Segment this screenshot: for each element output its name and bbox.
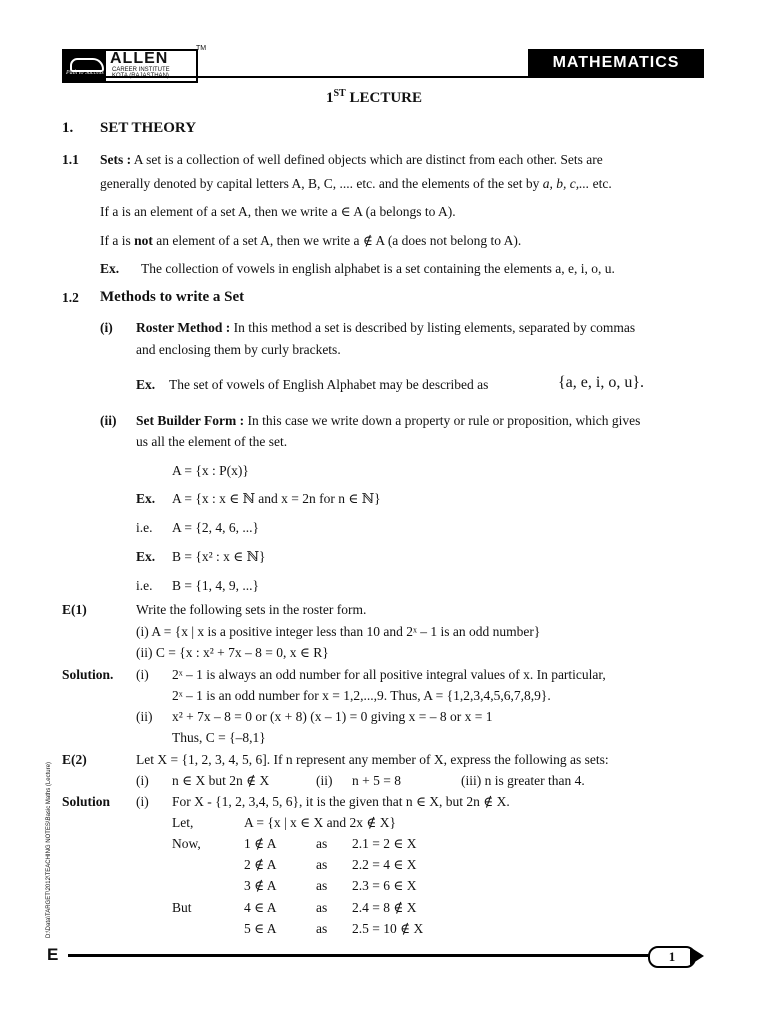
footer-rule: [68, 954, 656, 957]
formula: A = {x : P(x)}: [172, 463, 249, 478]
section-title: SET THEORY: [100, 120, 197, 136]
row-as: as: [316, 878, 328, 893]
solution-line: Thus, C = {–8,1}: [172, 730, 266, 745]
exercise-part: n ∈ X but 2n ∉ X: [172, 773, 270, 788]
row-membership: 5 ∈ A: [244, 921, 277, 936]
item-number: (i): [100, 320, 113, 335]
subject-banner: MATHEMATICS: [528, 49, 704, 77]
row-reason: 2.5 = 10 ∉ X: [352, 921, 424, 936]
exercise-part: (iii) n is greater than 4.: [461, 773, 585, 788]
row-membership: 4 ∈ A: [244, 900, 277, 915]
paragraph-line: and enclosing them by curly brackets.: [136, 342, 341, 357]
solution-line: x² + 7x – 8 = 0 or (x + 8) (x – 1) = 0 giving x = – 8 or x = 1: [172, 709, 493, 724]
chevron-right-icon: [690, 947, 704, 965]
section-number: 1.: [62, 120, 74, 136]
example-text: The set of vowels of English Alphabet may be described as: [169, 377, 489, 392]
exercise-label: E(2): [62, 752, 87, 767]
row-membership: 3 ∉ A: [244, 878, 277, 893]
formula: B = {x² : x ∈ ℕ}: [172, 549, 266, 564]
paragraph-line: If a is an element of a set A, then we write a ∈ A (a belongs to A).: [100, 204, 456, 219]
solution-line: A = {x | x ∈ X and 2x ∉ X}: [244, 815, 397, 830]
page-number: 1: [648, 946, 696, 968]
subsection-number: 1.2: [62, 290, 79, 305]
vowel-set: {a, e, i, o, u}.: [558, 374, 645, 391]
solution-label: Solution: [62, 794, 111, 809]
solution-label: Solution.: [62, 667, 114, 682]
let-label: Let,: [172, 815, 194, 830]
formula: A = {x : x ∈ ℕ and x = 2n for n ∈ ℕ}: [172, 491, 381, 506]
row-reason: 2.4 = 8 ∉ X: [352, 900, 417, 915]
paragraph-line: Sets : A set is a collection of well defined objects which are distinct from each other. Sets are: [100, 152, 603, 167]
ie-label: i.e.: [136, 520, 153, 535]
trademark-mark: TM: [196, 45, 207, 52]
ie-label: i.e.: [136, 578, 153, 593]
item-number: (i): [136, 794, 149, 809]
formula: B = {1, 4, 9, ...}: [172, 578, 259, 593]
row-reason: 2.1 = 2 ∈ X: [352, 836, 417, 851]
logo-name: ALLEN: [110, 50, 169, 67]
subsection-number: 1.1: [62, 152, 79, 167]
subsection-title: Methods to write a Set: [100, 289, 245, 305]
exercise-label: E(1): [62, 602, 87, 617]
example-label: Ex.: [136, 491, 156, 506]
footer-letter: E: [47, 945, 59, 964]
logo-subtitle: CAREER INSTITUTE: [112, 67, 170, 73]
formula: A = {2, 4, 6, ...}: [172, 520, 259, 535]
row-lead: But: [172, 900, 192, 915]
row-membership: 2 ∉ A: [244, 857, 277, 872]
exercise-line: Let X = {1, 2, 3, 4, 5, 6]. If n represent any member of X, express the following as sets:: [136, 752, 609, 767]
row-as: as: [316, 857, 328, 872]
row-reason: 2.3 = 6 ∈ X: [352, 878, 417, 893]
example-label: Ex.: [100, 261, 120, 276]
exercise-line: (i) A = {x | x is a positive integer less than 10 and 2ˣ – 1 is an odd number}: [136, 624, 541, 639]
item-number: (i): [136, 667, 149, 682]
item-number: (ii): [100, 413, 117, 428]
item-number: (ii): [136, 709, 153, 724]
exercise-line: Write the following sets in the roster form.: [136, 602, 367, 617]
lecture-title: 1ST LECTURE: [326, 88, 423, 106]
solution-line: 2ˣ – 1 is always an odd number for all positive integral values of x. In particular,: [172, 667, 606, 682]
example-text: The collection of vowels in english alphabet is a set containing the elements a, e, i, o, u.: [141, 261, 615, 276]
paragraph-line: generally denoted by capital letters A, B, C, .... etc. and the elements of the set by a, b, c,... etc.: [100, 176, 612, 191]
exercise-part: n + 5 = 8: [352, 773, 401, 788]
solution-line: For X - {1, 2, 3,4, 5, 6}, it is the given that n ∈ X, but 2n ∉ X.: [172, 794, 510, 809]
row-lead: Now,: [172, 836, 201, 851]
row-as: as: [316, 921, 328, 936]
paragraph-line: Set Builder Form : In this case we write down a property or rule or proposition, which gives: [136, 413, 641, 428]
car-logo-icon: Path to Success: [64, 51, 106, 81]
paragraph-line: If a is not an element of a set A, then we write a ∉ A (a does not belong to A).: [100, 233, 522, 248]
example-label: Ex.: [136, 377, 156, 392]
row-as: as: [316, 836, 328, 851]
paragraph-line: Roster Method : In this method a set is described by listing elements, separated by commas: [136, 320, 636, 335]
item-number: (i): [136, 773, 149, 788]
row-reason: 2.2 = 4 ∈ X: [352, 857, 417, 872]
row-as: as: [316, 900, 328, 915]
file-path-margin: D:\Data\TARGET\2012\TEACHING NOTES\Basic Maths (Lecture): [46, 762, 52, 938]
solution-line: 2ˣ – 1 is an odd number for x = 1,2,...,9. Thus, A = {1,2,3,4,5,6,7,8,9}.: [172, 688, 551, 703]
paragraph-line: us all the element of the set.: [136, 434, 288, 449]
row-membership: 1 ∉ A: [244, 836, 277, 851]
example-label: Ex.: [136, 549, 156, 564]
exercise-line: (ii) C = {x : x² + 7x – 8 = 0, x ∈ R}: [136, 645, 329, 660]
item-number: (ii): [316, 773, 333, 788]
